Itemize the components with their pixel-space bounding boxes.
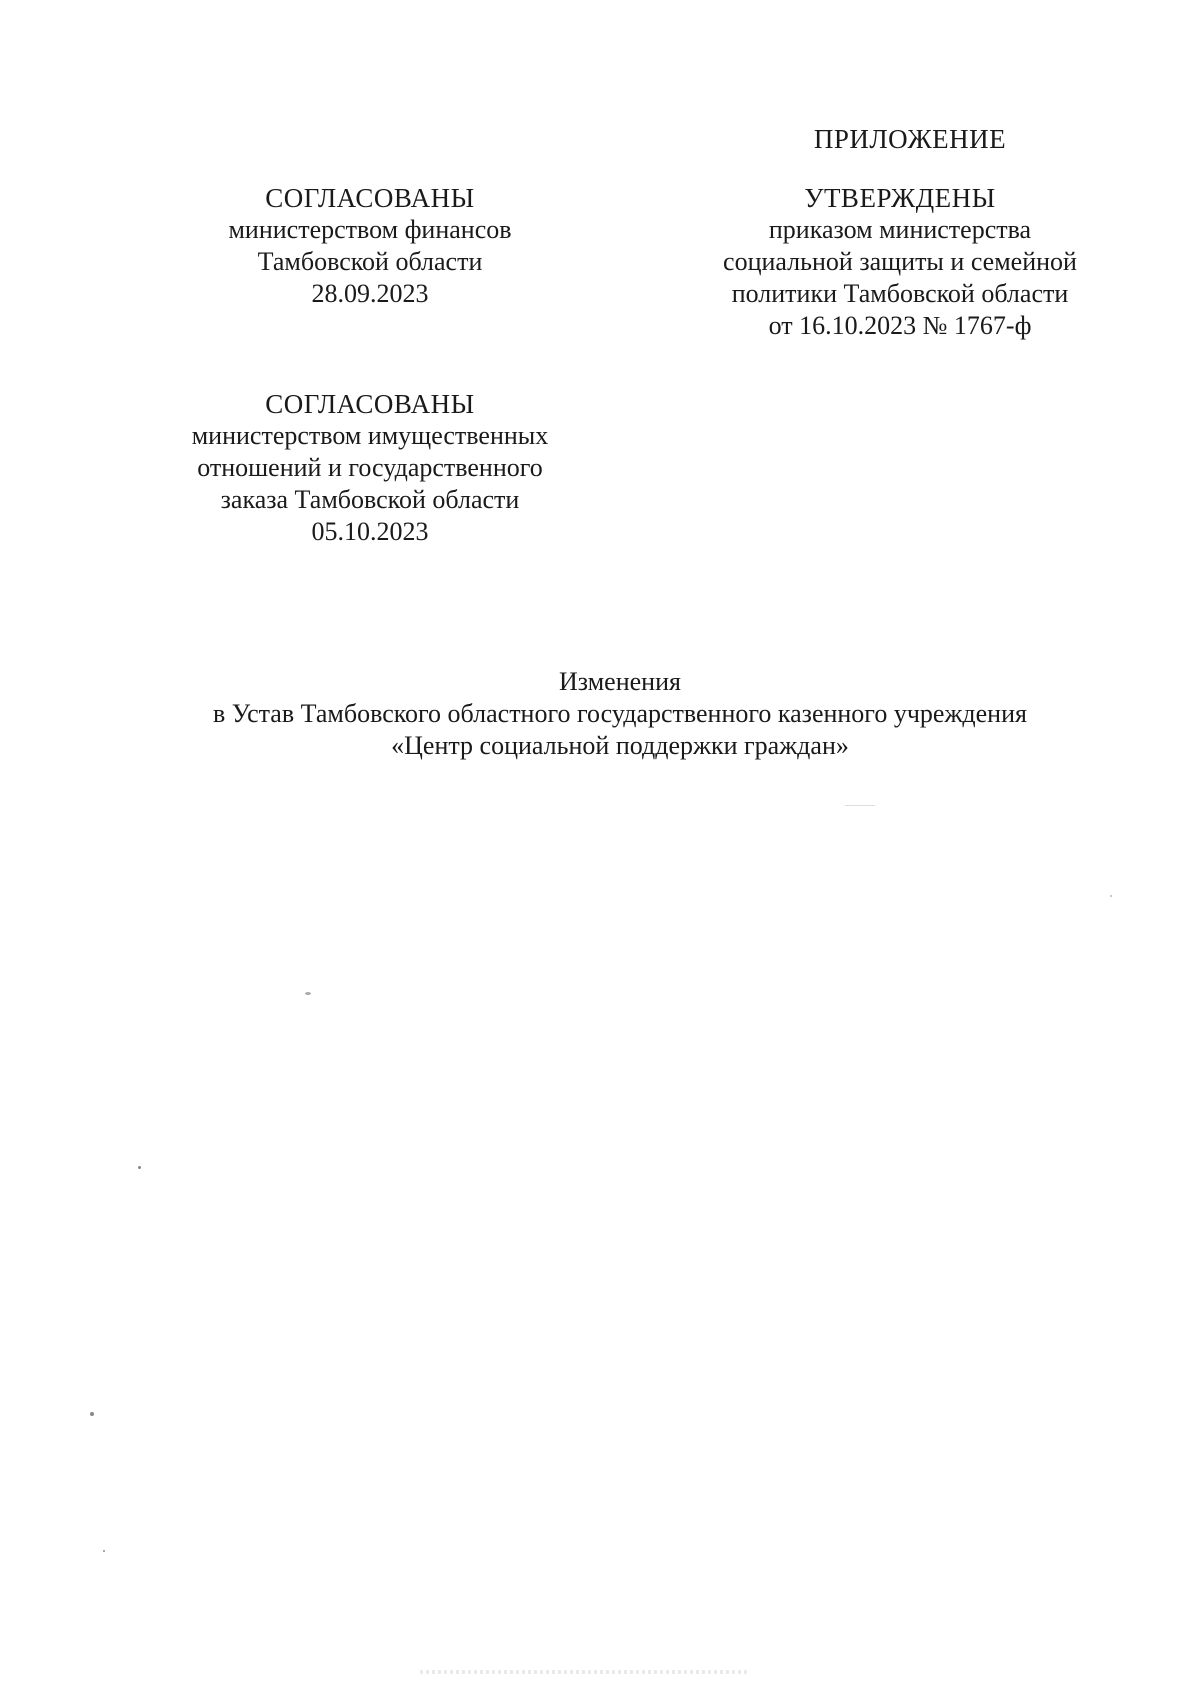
agreed-finance-date: 28.09.2023 [311, 279, 429, 308]
scan-speck [845, 805, 875, 806]
appendix-label: ПРИЛОЖЕНИЕ [813, 124, 1007, 154]
changes-block [120, 666, 1120, 762]
scan-speck [1110, 895, 1112, 897]
changes-title: Изменения [559, 667, 681, 696]
agreed-property-line: заказа Тамбовской области [220, 485, 520, 514]
agreed-property-heading: СОГЛАСОВАНЫ [265, 389, 475, 419]
agreed-finance-line: министерством финансов [228, 215, 512, 244]
changes-line: в Устав Тамбовского областного государственного казенного учреждения [213, 699, 1027, 728]
approved-line: социальной защиты и семейной [723, 247, 1077, 276]
approved-order-number: от 16.10.2023 № 1767-ф [768, 311, 1032, 340]
scan-speck [103, 1550, 105, 1552]
approved-line: политики Тамбовской области [731, 279, 1069, 308]
approved-heading: УТВЕРЖДЕНЫ [804, 183, 996, 213]
approved-line: приказом министерства [768, 215, 1032, 244]
agreed-finance-line: Тамбовской области [257, 247, 483, 276]
scan-speck [305, 992, 311, 995]
agreed-property-line: министерством имущественных [191, 421, 549, 450]
agreed-property-date: 05.10.2023 [311, 517, 429, 546]
agreed-finance-heading: СОГЛАСОВАНЫ [265, 183, 475, 213]
scan-noise [420, 1670, 750, 1674]
scan-speck [90, 1412, 94, 1416]
agreed-property-line: отношений и государственного [197, 453, 543, 482]
agreed-finance-block [160, 182, 580, 310]
scan-speck [138, 1166, 141, 1169]
changes-line: «Центр социальной поддержки граждан» [391, 731, 849, 760]
agreed-property-block [160, 388, 580, 548]
approved-block [680, 182, 1120, 342]
